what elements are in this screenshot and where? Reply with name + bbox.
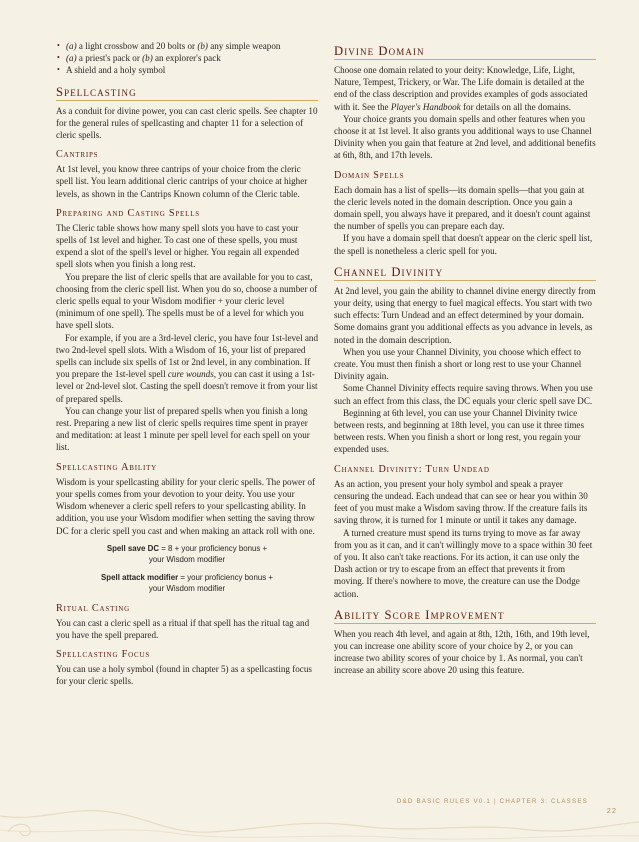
paragraph: When you use your Channel Divinity, you choose which effect to create. You must then finish a short or long rest to use your Channel Divinity again. bbox=[334, 346, 582, 382]
list-item: • (a) a priest's pack or (b) an explorer's pack bbox=[56, 52, 318, 64]
paragraph: Each domain has a list of spells—its domain spells—that you gain at the cleric levels noted in the domain description. Once you gain a domain spell, you always have it prepared, and it doesn't count against the number of spells you can prepare each day. bbox=[334, 184, 591, 232]
paragraph: As a conduit for divine power, you can cast cleric spells. See chapter 10 for the general rules of spellcasting and chapter 11 for a selection of cleric spells. bbox=[56, 105, 318, 141]
page-border-ornament bbox=[0, 782, 639, 842]
equipment-list bbox=[56, 40, 318, 77]
paragraph: Choose one domain related to your deity: Knowledge, Life, Light, Nature, Tempest, Trickery, or War. The Life domain is detailed at the end of the class description and provides examples of gods associated with it. See the Player's Handbook for details on all the domains. bbox=[334, 65, 588, 112]
paragraph: You can change your list of prepared spells when you finish a long rest. Preparing a new list of cleric spells requires time spent in prayer and meditation: at least 1 minute per spell level for each spell on your list. bbox=[56, 405, 310, 453]
paragraph: A turned creature must spend its turns trying to move as far away from you as it can, and it can't willingly move to a space within 30 feet of you. It also can't take reactions. For its action, it can use only the Dash action or try to escape from an effect that prevents it from moving. If there's nowhere to move, the creature can use the Dodge action. bbox=[334, 527, 593, 599]
spell-save-dc-formula: Spell save DC = 8 + your proficiency bonus + your Wisdom modifier bbox=[106, 543, 268, 565]
page-number: 22 bbox=[606, 806, 617, 815]
paragraph: Beginning at 6th level, you can use your Channel Divinity twice between rests, and beginning at 18th level, you can use it three times between rests. When you finish a short or long rest, you regain your expended uses. bbox=[334, 407, 585, 455]
paragraph: You can use a holy symbol (found in chapter 5) as a spellcasting focus for your cleric spells. bbox=[56, 664, 312, 687]
paragraph: You prepare the list of cleric spells that are available for you to cast, choosing from the cleric spell list. When you do so, choose a number of cleric spells equal to your Wisdom modifier + your cleric level (minimum of one spell). The spells must be of a level for which you have spell slots. bbox=[56, 271, 318, 331]
subheading-turn-undead: Channel Divinity: Turn Undead bbox=[334, 463, 490, 475]
running-footer: D&D BASIC RULES V0.1 | CHAPTER 3: CLASSES bbox=[396, 798, 588, 805]
paragraph: As an action, you present your holy symbol and speak a prayer censuring the undead. Each undead that can see or hear you within 30 feet of you must make a Wisdom saving throw. If the creature fails its saving throw, it is turned for 1 minute or until it takes any damage. bbox=[334, 478, 588, 526]
paragraph: Wisdom is your spellcasting ability for your cleric spells. The power of your spells comes from your devotion to your deity. You use your Wisdom whenever a cleric spell refers to your spellcasting ability. In addition, you use your Wisdom modifier when setting the saving throw DC for a cleric spell you cast and when making an attack roll with one. bbox=[56, 476, 316, 536]
paragraph: Your choice grants you domain spells and other features when you choose it at 1st level. It also grants you additional ways to use Channel Divinity when you gain that feature at 2nd level, and additional benefits at 6th, 8th, and 17th levels. bbox=[334, 113, 596, 161]
paragraph: At 2nd level, you gain the ability to channel divine energy directly from your deity, using that energy to fuel magical effects. You start with two such effects: Turn Undead and an effect determined by your domain. Some domains grant you additional effects as you advance in levels, as noted in the domain description. bbox=[334, 285, 596, 345]
section-heading-channel-divinity: Channel Divinity bbox=[334, 265, 596, 281]
paragraph: Some Channel Divinity effects require saving throws. When you use such an effect from this class, the DC equals your cleric spell save DC. bbox=[334, 383, 593, 406]
subheading-cantrips: Cantrips bbox=[56, 149, 99, 161]
subheading-preparing: Preparing and Casting Spells bbox=[56, 207, 200, 219]
right-column bbox=[334, 44, 596, 677]
paragraph: The Cleric table shows how many spell slots you have to cast your spells of 1st level and higher. To cast one of these spells, you must expend a slot of the spell's level or higher. You regain all expended spell slots when you finish a long rest. bbox=[56, 222, 300, 270]
left-column bbox=[56, 40, 318, 688]
list-item: • A shield and a holy symbol bbox=[56, 64, 318, 76]
section-heading-spellcasting: Spellcasting bbox=[56, 85, 318, 101]
paragraph: If you have a domain spell that doesn't appear on the cleric spell list, the spell is nonetheless a cleric spell for you. bbox=[334, 233, 593, 256]
subheading-domain-spells: Domain Spells bbox=[334, 169, 405, 181]
paragraph: For example, if you are a 3rd-level cleric, you have four 1st-level and two 2nd-level spell slots. With a Wisdom of 16, your list of prepared spells can include six spells of 1st or 2nd level, in any combination. If you prepare the 1st-level spell cure wounds, you can cast it using a 1st-level or 2nd-level slot. Casting the spell doesn't remove it from your list of prepared spells. bbox=[56, 332, 319, 404]
paragraph: When you reach 4th level, and again at 8th, 12th, 16th, and 19th level, you can increase one ability score of your choice by 2, or you can increase two ability scores of your choice by 1. As normal, you can't increase an ability score above 20 using this feature. bbox=[334, 628, 590, 676]
subheading-ability: Spellcasting Ability bbox=[56, 461, 157, 473]
paragraph: At 1st level, you know three cantrips of your choice from the cleric spell list. You learn additional cleric cantrips of your choice at higher levels, as shown in the Cantrips Known column of the Cleric table. bbox=[56, 164, 308, 199]
spell-attack-formula: Spell attack modifier = your proficiency bonus + your Wisdom modifier bbox=[101, 572, 273, 594]
subheading-ritual: Ritual Casting bbox=[56, 602, 130, 614]
section-heading-divine-domain: Divine Domain bbox=[334, 44, 596, 60]
subheading-focus: Spellcasting Focus bbox=[56, 649, 151, 661]
list-item: • (a) a light crossbow and 20 bolts or (b) any simple weapon bbox=[56, 40, 318, 52]
section-heading-asi: Ability Score Improvement bbox=[334, 608, 596, 624]
paragraph: You can cast a cleric spell as a ritual if that spell has the ritual tag and you have the spell prepared. bbox=[56, 617, 310, 640]
